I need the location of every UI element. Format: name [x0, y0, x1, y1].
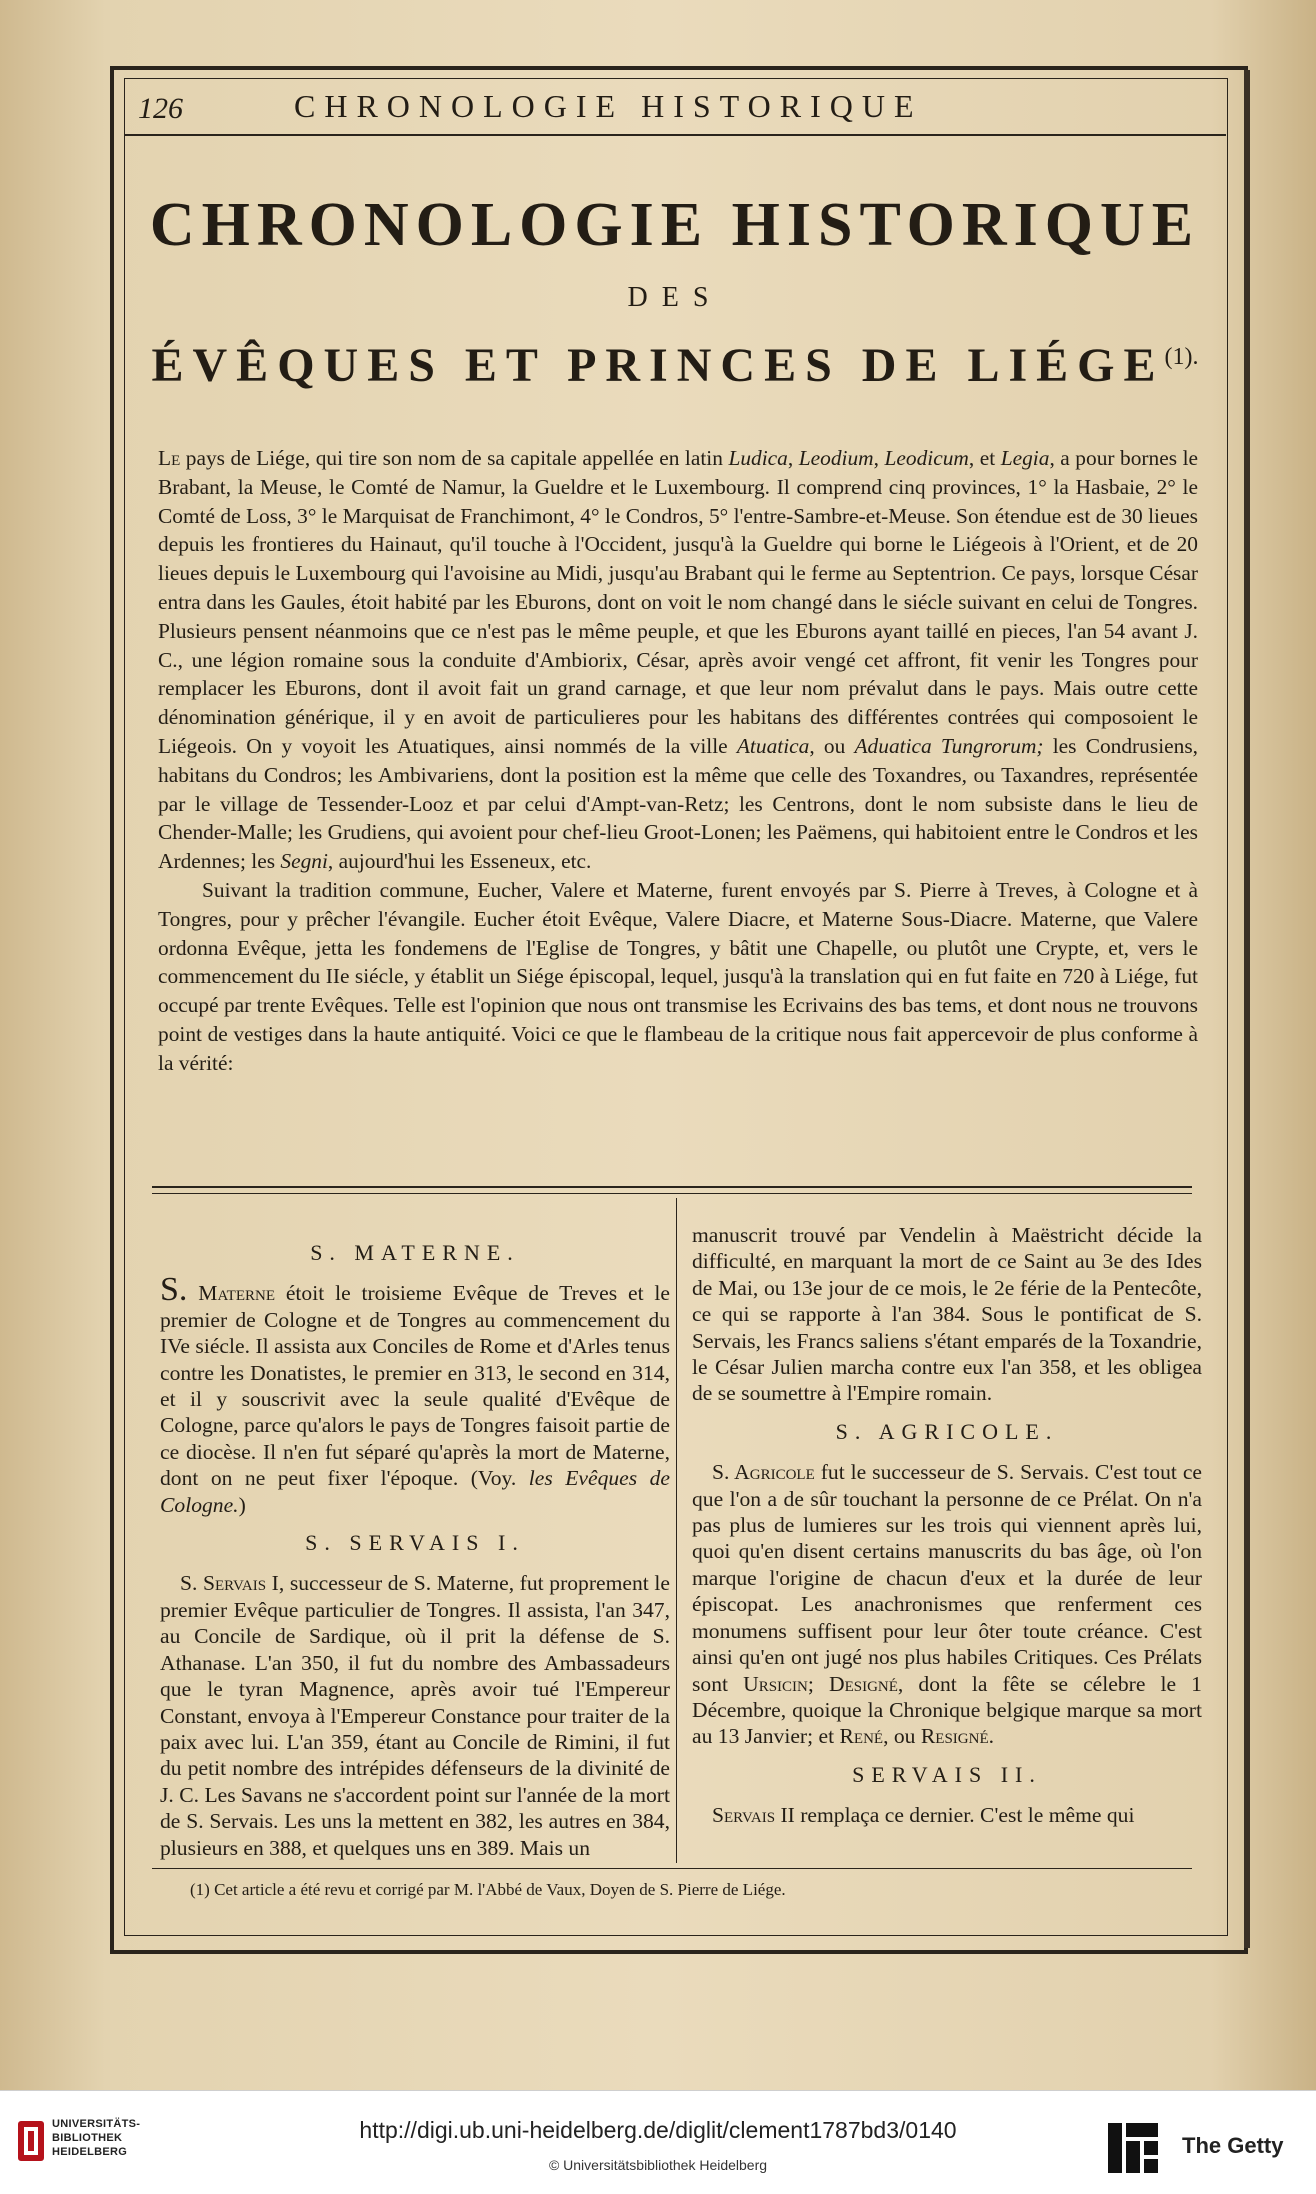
page-number: 126 — [138, 92, 183, 125]
title-eveques — [140, 338, 1210, 393]
paragraph-servais-continued: manuscrit trouvé par Vendelin à Maëstricht décide la difficulté, en marquant la mort de ce Saint au 3e des Ides de Mai, ou 13e jour de ce mois, le 2e férie de la Pentecôte, ce qui se rapporte à l'an 384. Sous le pontificat de S. Servais, les Francs saliens s'étant emparés de la Toxandrie, le César Julien marcha contre eux l'an 358, et les obligea de se soumettre à l'Empire romain. — [692, 1223, 1202, 1406]
getty-logo-icon[interactable] — [1104, 2119, 1162, 2177]
footnote-rule — [152, 1868, 1192, 1869]
viewer-footer-bar — [0, 2090, 1316, 2194]
copyright-notice: © Universitätsbibliothek Heidelberg — [548, 2157, 768, 2173]
heading-s-servais-i: S. SERVAIS I. — [305, 1530, 525, 1556]
main-title: CHRONOLOGIE HISTORIQUE — [149, 191, 1201, 259]
column-divider — [676, 1198, 677, 1863]
intro-text — [158, 444, 1198, 1078]
left-column — [160, 1228, 670, 1861]
page-border-shadow — [1244, 70, 1250, 1948]
university-library-name: UNIVERSITÄTS- BIBLIOTHEK HEIDELBERG — [52, 2118, 141, 2158]
title-des: DES — [627, 282, 723, 313]
section-rule-thin — [152, 1193, 1192, 1194]
intro-paragraph-1: Le pays de Liége, qui tire son nom de sa capitale appellée en latin Ludica, Leodium, Leodicum, et Legia, a pour bornes le Brabant, la Meuse, le Comté de Namur, la Gueldre et le Luxembourg. Il comprend cinq provinces, 1° la Hasbaie, 2° le Comté de Loss, 3° le Marquisat de Franchimont, 4° le Condros, 5° l'entre-Sambre-et-Meuse. Son étendue est de 30 lieues depuis les frontieres du Hainaut, qu'il touche à l'Occident, jusqu'à la Gueldre qui borne le Liégeois à l'Orient, et de 20 lieues depuis le Luxembourg qui l'avoisine au Midi, jusqu'au Brabant qui le ferme au Septentrion. Ce pays, lorsque César entra dans les Gaules, étoit habité par les Eburons, dont on voit le nom changé dans le siécle suivant en celui de Tongres. Plusieurs pensent néanmoins que ce n'est pas le même peuple, et que les Eburons ayant taillé en pieces, l'an 54 avant J. C., une légion romaine sous la conduite d'Ambiorix, César, après avoir vengé cet affront, fit venir les Tongres pour remplacer les Eburons, dont il avoit fait un grand carnage, et que leur nom prévalut dans le pays. Mais outre cette dénomination générique, il y en avoit de particulieres pour les habitans des différentes contrées qui composoient le Liégeois. On y voyoit les Atuatiques, ainsi nommés de la ville Atuatica, ou Aduatica Tungrorum; les Condrusiens, habitans du Condros; les Ambivariens, dont la position est la même que celle des Toxandres, ou Taxandres, représentée par le village de Tessender-Looz et par celui d'Ampt-van-Retz; les Centrons, dont le nom subsiste dans le lieu de Chender-Malle; les Grudiens, qui avoient pour chef-lieu Groot-Lonen; les Paëmens, qui habitoient entre le Condros et les Ardennes; les Segni, aujourd'hui les Esseneux, etc. — [158, 446, 1199, 874]
running-head — [124, 84, 1226, 136]
paragraph-agricole: S. Agricole fut le successeur de S. Servais. C'est tout ce que l'on a de sûr touchant la personne de ce Prélat. On n'a pas plus de lumieres sur les trois qui viennent après lui, quoi qu'en disent certains manuscrits du bas âge, où l'on marque l'origine de chacun d'eux et la durée de leur épiscopat. Les anachronismes que renferment ces monumens suffisent pour leur ôter toute créance. C'est ainsi qu'en ont jugé nos plus habiles Critiques. Ces Prélats sont Ursicin; Designé, dont la fête se célebre le 1 Décembre, quoique la Chronique belgique marque sa mort au 13 Janvier; et René, ou Resigné. — [692, 1460, 1202, 1749]
heading-s-agricole: S. AGRICOLE. — [835, 1418, 1059, 1444]
paragraph-servais-ii: Servais II remplaça ce dernier. C'est le même qui — [712, 1803, 1135, 1828]
section-rule-thick — [152, 1186, 1192, 1188]
getty-name: The Getty — [1182, 2133, 1284, 2158]
intro-paragraph-2: Suivant la tradition commune, Eucher, Valere et Materne, furent envoyés par S. Pierre à Treves, à Cologne et à Tongres, pour y prêcher l'évangile. Eucher étoit Evêque, Valere Diacre, et Materne Sous-Diacre. Materne, que Valere ordonna Evêque, jetta les fondemens de l'Eglise de Tongres, y bâtit une Chapelle, ou plutôt une Crypte, et, vers le commencement du IIe siécle, y établit un Siége épiscopal, lequel, jusqu'à la translation qui en fut faite en 720 à Liége, fut occupé par trente Evêques. Telle est l'opinion que nous ont transmise les Ecrivains des bas tems, et dont nous ne trouvons point de vestiges dans la haute antiquité. Voici ce que le flambeau de la critique nous fait appercevoir de plus conforme à la vérité: — [158, 877, 1198, 1075]
permalink-url[interactable]: http://digi.ub.uni-heidelberg.de/diglit/clement1787bd3/0140 — [359, 2117, 957, 2143]
footnote-reference: (1). — [1164, 344, 1199, 370]
title-eveques-text: ÉVÊQUES ET PRINCES DE LIÉGE — [151, 339, 1165, 392]
right-column — [692, 1222, 1202, 1829]
paragraph-materne: S. Materne étoit le troisieme Evêque de Treves et le premier de Cologne et de Tongres au commencement du IVe siécle. Il assista aux Conciles de Rome et d'Arles tenus contre les Donatistes, le premier en 313, le second en 314, et il y souscrivit avec la seule qualité d'Evêque de Cologne, parce qu'alors le pays de Tongres faisoit partie de ce diocèse. Il n'en fut séparé qu'après la mort de Materne, dont on ne peut fixer l'époque. (Voy. les Evêques de Cologne.) — [160, 1271, 670, 1517]
footnote: (1) Cet article a été revu et corrigé par M. l'Abbé de Vaux, Doyen de S. Pierre de Liége. — [190, 1880, 786, 1899]
running-title: CHRONOLOGIE HISTORIQUE — [294, 88, 923, 124]
paragraph-servais-i: S. Servais I, successeur de S. Materne, fut proprement le premier Evêque particulier de Tongres. Il assista, l'an 347, au Concile de Sardique, où il prit la défense de S. Athanase. L'an 350, il fut du nombre des Ambassadeurs que le tyran Magnence, après avoir tué l'Empereur Constant, envoya à l'Empereur Constance pour traiter de la paix avec lui. L'an 359, étant au Concile de Rimini, il fut du petit nombre des intrépides défenseurs de la divinité de J. C. Les Savans ne s'accordent point sur l'année de la mort de S. Servais. Les uns la mettent en 382, les autres en 384, plusieurs en 388, et quelques uns en 389. Mais un — [160, 1571, 670, 1860]
heading-s-materne: S. MATERNE. — [310, 1240, 520, 1265]
heading-servais-ii: SERVAIS II. — [852, 1761, 1042, 1787]
